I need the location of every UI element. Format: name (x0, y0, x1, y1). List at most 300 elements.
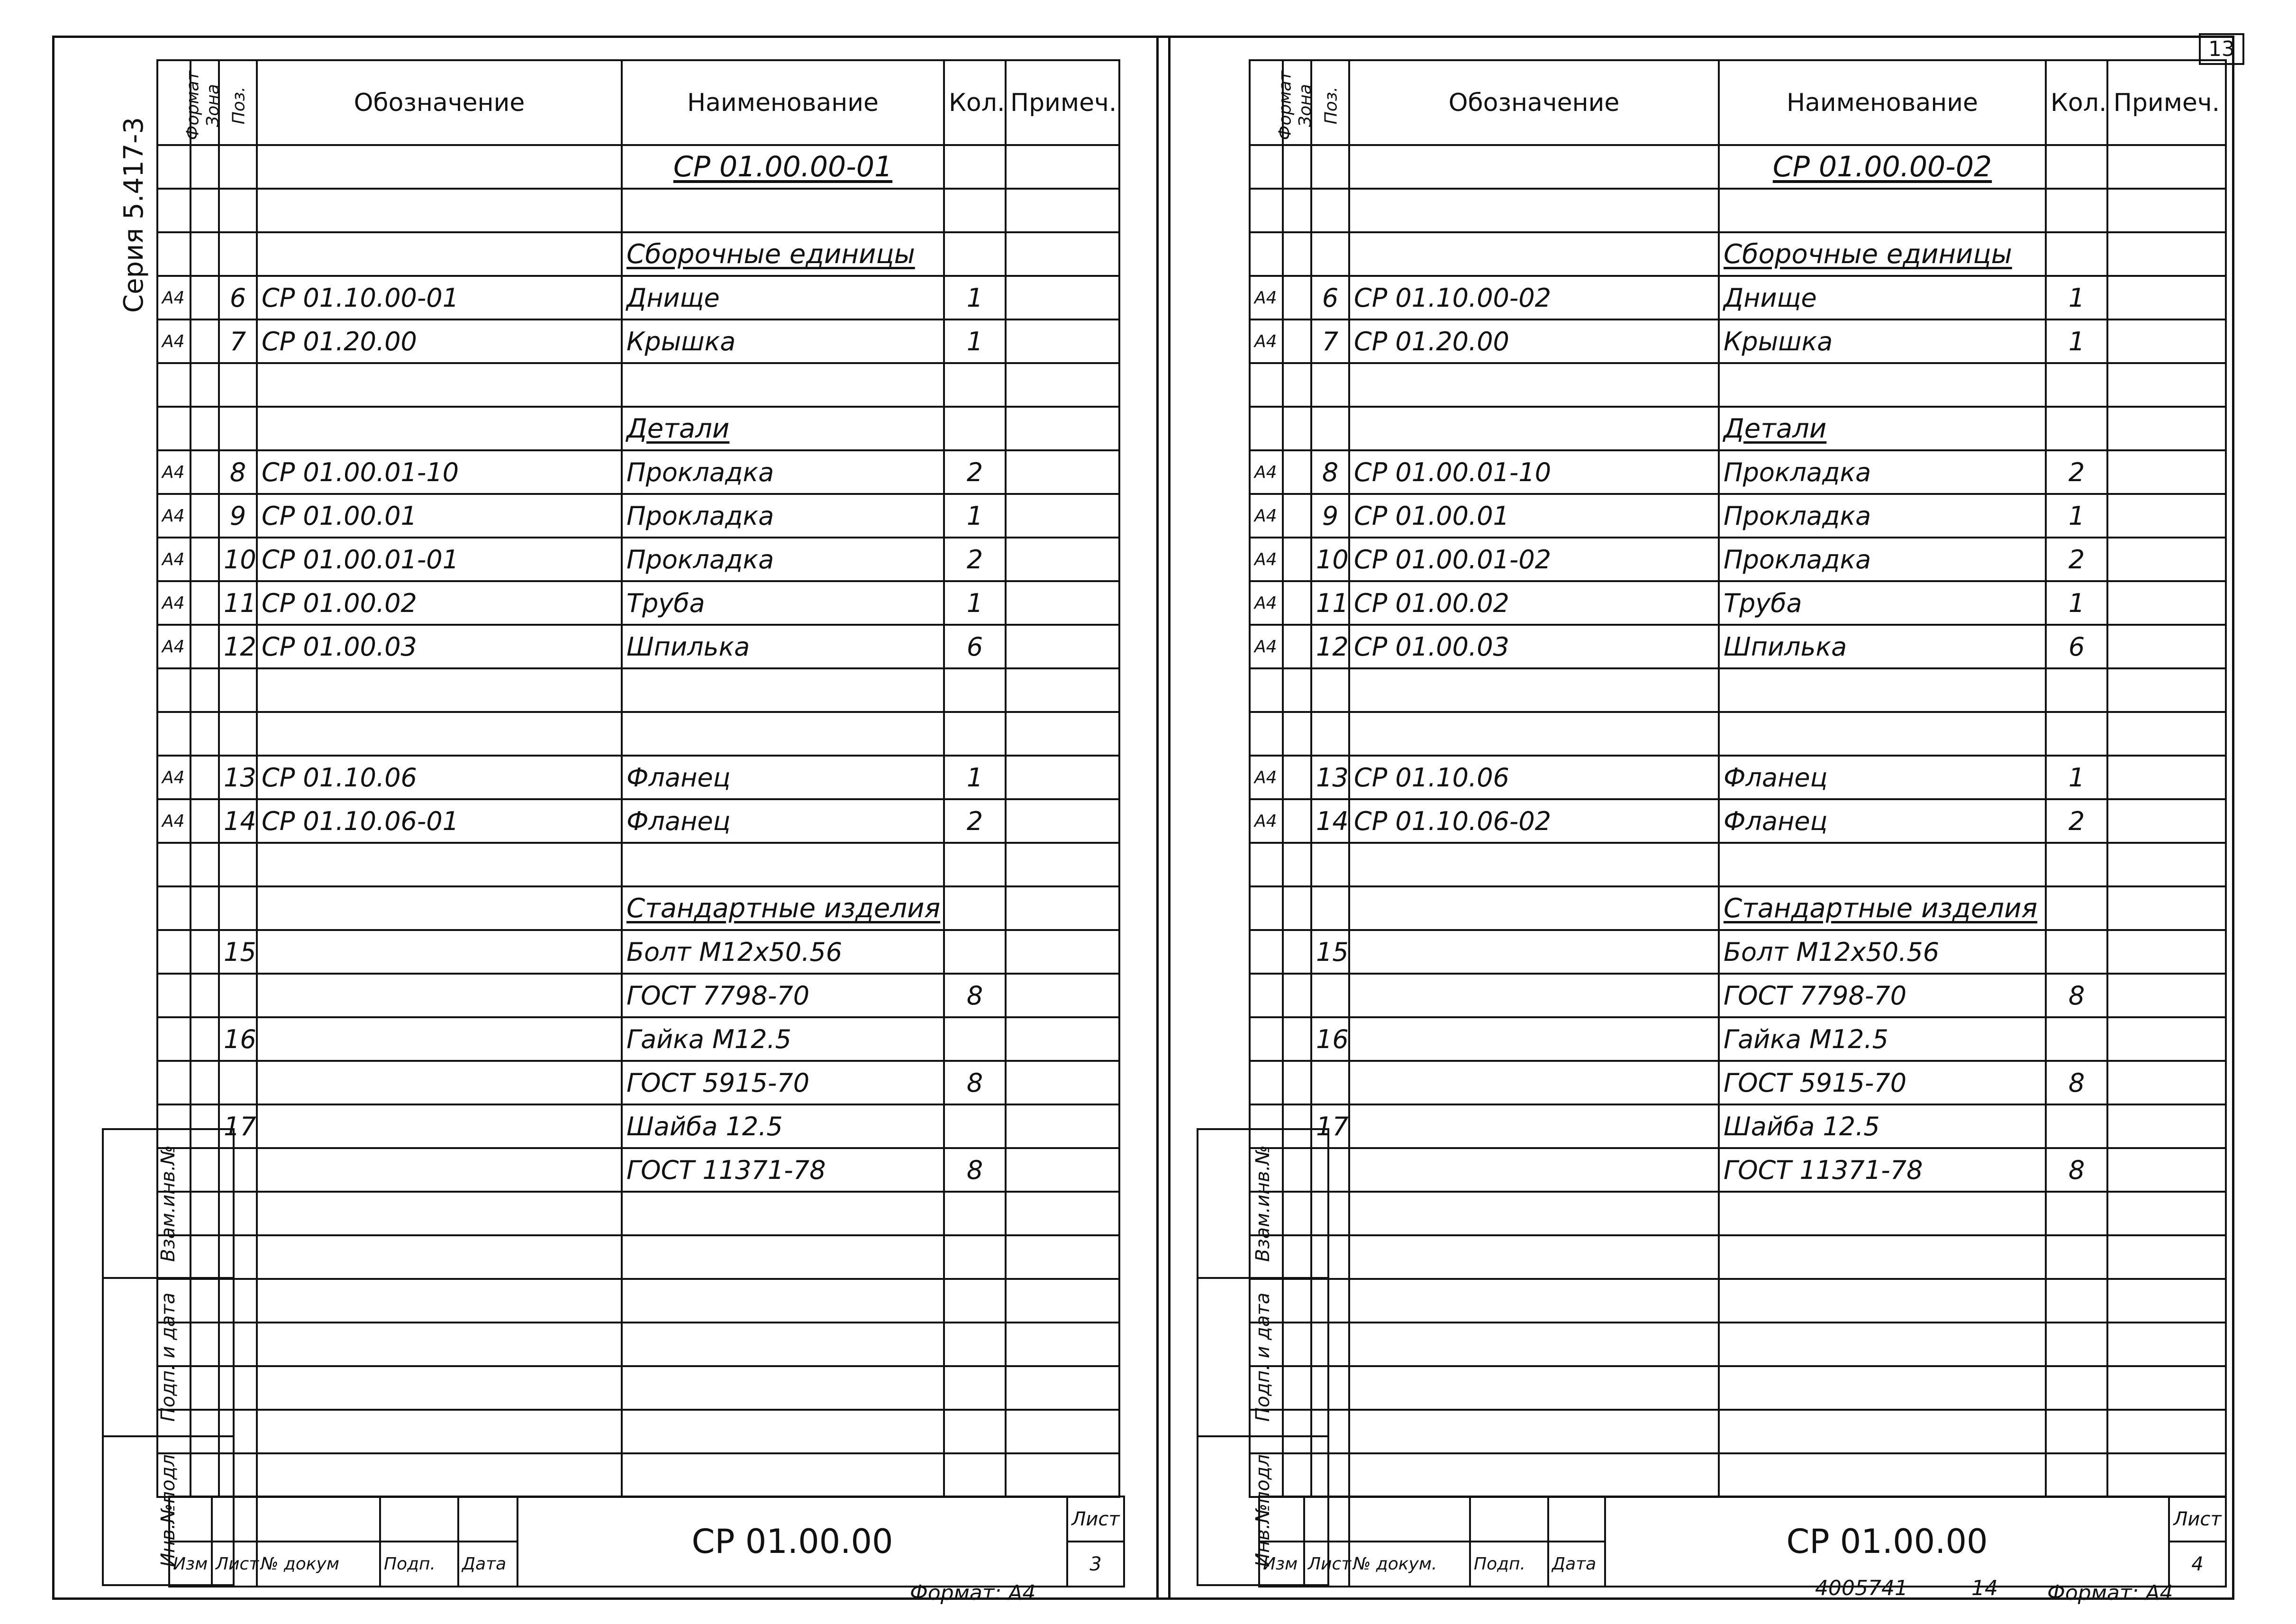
name-cell: Детали (1719, 407, 2046, 450)
header-qty: Кол. (944, 60, 1006, 145)
format-cell (1250, 930, 1283, 974)
qty-cell (2046, 1323, 2107, 1366)
qty-cell: 2 (2046, 799, 2107, 843)
designation-cell (1349, 1104, 1719, 1148)
qty-cell (2046, 1453, 2107, 1497)
designation-cell (1349, 407, 1719, 450)
pos-cell (219, 843, 257, 886)
note-cell (1006, 886, 1119, 930)
spec-row (157, 232, 1119, 276)
name-cell: Днище (1719, 276, 2046, 319)
qty-cell (2046, 930, 2107, 974)
series-label: Серия 5.417-3 (118, 117, 149, 313)
spec-row (157, 1017, 1119, 1061)
designation-cell: СР 01.10.06 (257, 756, 622, 799)
spec-row (1250, 1235, 2226, 1279)
header-format: Формат (1250, 60, 1283, 145)
pos-cell (219, 407, 257, 450)
zone-cell (1283, 799, 1311, 843)
spec-row (157, 756, 1119, 799)
spec-row (1250, 189, 2226, 232)
spec-row (1250, 1061, 2226, 1104)
pos-cell: 10 (1311, 538, 1349, 581)
note-cell (1006, 1410, 1119, 1453)
name-cell: Гайка М12.5 (1719, 1017, 2046, 1061)
name-cell: ГОСТ 7798-70 (1719, 974, 2046, 1017)
format-cell (157, 712, 191, 756)
note-cell (1006, 319, 1119, 363)
pos-cell (219, 363, 257, 407)
col-doc: № докум. (1349, 1542, 1470, 1587)
format-cell: А4 (157, 276, 191, 319)
designation-cell (1349, 1235, 1719, 1279)
qty-cell (944, 886, 1006, 930)
qty-cell: 2 (944, 538, 1006, 581)
zone-cell (191, 843, 219, 886)
doc-number: СР 01.00.00 (517, 1496, 1067, 1587)
format-cell: А4 (157, 450, 191, 494)
note-cell (2107, 974, 2226, 1017)
note-cell (2107, 1410, 2226, 1453)
name-cell (1719, 1453, 2046, 1497)
format-cell: А4 (1250, 581, 1283, 625)
spec-row (1250, 1453, 2226, 1497)
zone-cell (191, 756, 219, 799)
qty-cell: 8 (944, 1061, 1006, 1104)
spec-row (157, 843, 1119, 886)
spec-row (157, 363, 1119, 407)
qty-cell: 2 (2046, 450, 2107, 494)
qty-cell (944, 1366, 1006, 1410)
qty-cell (944, 1323, 1006, 1366)
qty-cell (944, 363, 1006, 407)
note-cell (2107, 276, 2226, 319)
zone-cell (191, 189, 219, 232)
zone-cell (1283, 886, 1311, 930)
format-cell (1250, 1061, 1283, 1104)
pos-cell (1311, 974, 1349, 1017)
designation-cell: СР 01.00.01-01 (257, 538, 622, 581)
header-zone: Зона (1283, 60, 1311, 145)
designation-cell (257, 145, 622, 189)
name-cell (622, 363, 944, 407)
col-list: Лист (212, 1542, 257, 1587)
note-cell (2107, 581, 2226, 625)
qty-cell (2046, 843, 2107, 886)
qty-cell (944, 843, 1006, 886)
pos-cell (1311, 668, 1349, 712)
format-cell: А4 (157, 319, 191, 363)
pos-cell (219, 712, 257, 756)
format-cell: А4 (157, 538, 191, 581)
note-cell (1006, 363, 1119, 407)
pos-cell: 13 (219, 756, 257, 799)
format-cell (157, 145, 191, 189)
name-cell: ГОСТ 5915-70 (622, 1061, 944, 1104)
designation-cell (1349, 1061, 1719, 1104)
qty-cell (2046, 1366, 2107, 1410)
sheet-number: 4 (2169, 1542, 2226, 1587)
qty-cell (944, 712, 1006, 756)
spec-row (157, 407, 1119, 450)
note-cell (1006, 1148, 1119, 1192)
qty-cell (2046, 1104, 2107, 1148)
name-cell: Прокладка (622, 538, 944, 581)
note-cell (1006, 843, 1119, 886)
note-cell (1006, 581, 1119, 625)
name-cell: Шпилька (1719, 625, 2046, 668)
designation-cell (257, 407, 622, 450)
spec-row (1250, 538, 2226, 581)
spec-row (157, 886, 1119, 930)
name-cell (622, 1323, 944, 1366)
zone-cell (191, 538, 219, 581)
zone-cell (1283, 1061, 1311, 1104)
designation-cell: СР 01.00.03 (257, 625, 622, 668)
header-format: Формат (157, 60, 191, 145)
pos-cell (1311, 712, 1349, 756)
name-cell (622, 1453, 944, 1497)
spec-row (157, 1192, 1119, 1235)
zone-cell (1283, 363, 1311, 407)
note-cell (1006, 1366, 1119, 1410)
header-note: Примеч. (2107, 60, 2226, 145)
name-cell: Прокладка (622, 450, 944, 494)
name-cell (1719, 1366, 2046, 1410)
qty-cell (944, 232, 1006, 276)
format-cell: А4 (157, 756, 191, 799)
zone-cell (1283, 756, 1311, 799)
designation-cell: СР 01.10.00-01 (257, 276, 622, 319)
pos-cell: 16 (219, 1017, 257, 1061)
header-zone: Зона (191, 60, 219, 145)
note-cell (1006, 1104, 1119, 1148)
qty-cell (944, 189, 1006, 232)
name-cell: ГОСТ 11371-78 (622, 1148, 944, 1192)
name-cell: Прокладка (1719, 450, 2046, 494)
zone-cell (191, 319, 219, 363)
name-cell (1719, 363, 2046, 407)
pos-cell (1311, 843, 1349, 886)
name-cell: Гайка М12.5 (622, 1017, 944, 1061)
left-title-block (168, 1496, 1125, 1588)
note-cell (2107, 668, 2226, 712)
name-cell: Шпилька (622, 625, 944, 668)
designation-cell (257, 1279, 622, 1323)
qty-cell (944, 930, 1006, 974)
spec-row (1250, 756, 2226, 799)
pos-cell (219, 189, 257, 232)
qty-cell: 1 (2046, 494, 2107, 538)
format-cell (157, 232, 191, 276)
name-cell (622, 712, 944, 756)
qty-cell (2046, 1410, 2107, 1453)
designation-cell (257, 1148, 622, 1192)
spec-row (157, 974, 1119, 1017)
qty-cell (944, 1410, 1006, 1453)
left-format-label: Формат: А4 (910, 1581, 1036, 1605)
note-cell (2107, 450, 2226, 494)
name-cell: Фланец (1719, 799, 2046, 843)
spec-row (157, 1279, 1119, 1323)
zone-cell (191, 974, 219, 1017)
note-cell (2107, 886, 2226, 930)
note-cell (1006, 668, 1119, 712)
spec-row (1250, 1323, 2226, 1366)
zone-cell (1283, 668, 1311, 712)
spec-row (1250, 1017, 2226, 1061)
designation-cell (257, 974, 622, 1017)
pos-cell (219, 232, 257, 276)
zone-cell (191, 712, 219, 756)
designation-cell (1349, 668, 1719, 712)
note-cell (2107, 145, 2226, 189)
designation-cell: СР 01.00.03 (1349, 625, 1719, 668)
format-cell (1250, 363, 1283, 407)
name-cell: ГОСТ 7798-70 (622, 974, 944, 1017)
designation-cell: СР 01.00.01 (257, 494, 622, 538)
spec-row (1250, 232, 2226, 276)
name-cell: Сборочные единицы (1719, 232, 2046, 276)
format-cell (157, 1017, 191, 1061)
qty-cell (944, 1279, 1006, 1323)
qty-cell: 2 (944, 450, 1006, 494)
spec-row (157, 1323, 1119, 1366)
name-cell (1719, 1192, 2046, 1235)
format-cell (1250, 974, 1283, 1017)
name-cell: Фланец (1719, 756, 2046, 799)
note-cell (1006, 1279, 1119, 1323)
side-inv: Инв.№подл (103, 1436, 234, 1585)
name-cell (622, 1279, 944, 1323)
archive-sheet: 14 (1971, 1576, 1998, 1600)
spec-row (1250, 1192, 2226, 1235)
pos-cell: 7 (1311, 319, 1349, 363)
format-cell: А4 (157, 799, 191, 843)
spec-row (1250, 1104, 2226, 1148)
qty-cell (2046, 1192, 2107, 1235)
header-pos: Поз. (219, 60, 257, 145)
pos-cell: 15 (1311, 930, 1349, 974)
format-cell (1250, 145, 1283, 189)
qty-cell: 2 (944, 799, 1006, 843)
note-cell (2107, 756, 2226, 799)
zone-cell (1283, 450, 1311, 494)
qty-cell: 8 (2046, 1148, 2107, 1192)
right-header-row (1250, 60, 2226, 145)
qty-cell (2046, 232, 2107, 276)
name-cell (1719, 1323, 2046, 1366)
pos-cell: 6 (1311, 276, 1349, 319)
format-cell: А4 (157, 581, 191, 625)
qty-cell: 1 (944, 756, 1006, 799)
spec-row (157, 930, 1119, 974)
header-name: Наименование (1719, 60, 2046, 145)
qty-cell: 1 (2046, 756, 2107, 799)
format-cell: А4 (1250, 319, 1283, 363)
designation-cell (257, 1366, 622, 1410)
designation-cell (1349, 1366, 1719, 1410)
spec-row (157, 1410, 1119, 1453)
qty-cell: 1 (944, 319, 1006, 363)
col-date: Дата (458, 1542, 517, 1587)
zone-cell (1283, 145, 1311, 189)
spec-row (157, 189, 1119, 232)
zone-cell (1283, 276, 1311, 319)
col-list: Лист (1304, 1542, 1349, 1587)
designation-cell: СР 01.00.01 (1349, 494, 1719, 538)
zone-cell (1283, 494, 1311, 538)
format-cell: А4 (1250, 494, 1283, 538)
format-cell: А4 (157, 625, 191, 668)
zone-cell (191, 930, 219, 974)
zone-cell (1283, 843, 1311, 886)
name-cell (1719, 843, 2046, 886)
pos-cell: 13 (1311, 756, 1349, 799)
name-cell: Прокладка (1719, 494, 2046, 538)
zone-cell (1283, 189, 1311, 232)
zone-cell (191, 450, 219, 494)
name-cell: ГОСТ 11371-78 (1719, 1148, 2046, 1192)
header-designation: Обозначение (1349, 60, 1719, 145)
name-cell (622, 1366, 944, 1410)
qty-cell (2046, 145, 2107, 189)
note-cell (1006, 1453, 1119, 1497)
right-title-block (1258, 1496, 2227, 1588)
format-cell (157, 189, 191, 232)
format-cell (157, 843, 191, 886)
qty-cell: 6 (944, 625, 1006, 668)
header-name: Наименование (622, 60, 944, 145)
note-cell (2107, 1104, 2226, 1148)
format-cell: А4 (1250, 756, 1283, 799)
spec-row (1250, 276, 2226, 319)
name-cell (622, 668, 944, 712)
zone-cell (191, 276, 219, 319)
name-cell: Прокладка (622, 494, 944, 538)
spec-row (1250, 407, 2226, 450)
qty-cell (944, 1104, 1006, 1148)
pos-cell (219, 145, 257, 189)
zone-cell (191, 668, 219, 712)
spec-row (157, 625, 1119, 668)
pos-cell (1311, 145, 1349, 189)
pos-cell: 9 (219, 494, 257, 538)
spec-row (157, 799, 1119, 843)
qty-cell (944, 145, 1006, 189)
qty-cell: 8 (944, 1148, 1006, 1192)
pos-cell (1311, 189, 1349, 232)
sheet-label: Лист (2169, 1496, 2226, 1542)
spec-row (157, 276, 1119, 319)
name-cell (1719, 712, 2046, 756)
name-cell (1719, 1410, 2046, 1453)
qty-cell: 1 (2046, 276, 2107, 319)
designation-cell (1349, 145, 1719, 189)
zone-cell (191, 232, 219, 276)
designation-cell (257, 886, 622, 930)
note-cell (1006, 145, 1119, 189)
qty-cell (944, 1453, 1006, 1497)
name-cell (622, 1192, 944, 1235)
spec-row (157, 1366, 1119, 1410)
left-spec-table (156, 59, 1120, 1498)
pos-cell: 8 (1311, 450, 1349, 494)
format-cell: А4 (1250, 538, 1283, 581)
qty-cell (2046, 668, 2107, 712)
note-cell (2107, 1017, 2226, 1061)
designation-cell (1349, 930, 1719, 974)
header-pos: Поз. (1311, 60, 1349, 145)
spec-row (157, 1148, 1119, 1192)
header-qty: Кол. (2046, 60, 2107, 145)
spec-row (1250, 145, 2226, 189)
pos-cell (1311, 232, 1349, 276)
note-cell (1006, 538, 1119, 581)
designation-cell: СР 01.20.00 (257, 319, 622, 363)
qty-cell (2046, 189, 2107, 232)
spec-row (1250, 1410, 2226, 1453)
spec-row (157, 1061, 1119, 1104)
note-cell (1006, 1061, 1119, 1104)
spec-row (1250, 1366, 2226, 1410)
designation-cell (257, 1061, 622, 1104)
side-inv: Инв.№подл (1198, 1436, 1328, 1585)
format-cell: А4 (1250, 450, 1283, 494)
pos-cell: 17 (1311, 1104, 1349, 1148)
format-cell (157, 886, 191, 930)
right-format-label: Формат: А4 (2047, 1581, 2173, 1605)
format-cell: А4 (157, 494, 191, 538)
name-cell (622, 1235, 944, 1279)
side-vzam: Взам.инв.№ (1198, 1129, 1328, 1278)
spec-row (1250, 494, 2226, 538)
designation-cell (1349, 232, 1719, 276)
zone-cell (1283, 581, 1311, 625)
qty-cell (944, 1017, 1006, 1061)
pos-cell: 14 (1311, 799, 1349, 843)
designation-cell (257, 189, 622, 232)
note-cell (2107, 1323, 2226, 1366)
zone-cell (191, 145, 219, 189)
format-cell (1250, 407, 1283, 450)
name-cell: Днище (622, 276, 944, 319)
format-cell (1250, 232, 1283, 276)
designation-cell (257, 1104, 622, 1148)
designation-cell (1349, 1410, 1719, 1453)
format-cell: А4 (1250, 276, 1283, 319)
name-cell: Фланец (622, 799, 944, 843)
format-cell (1250, 1017, 1283, 1061)
zone-cell (191, 886, 219, 930)
note-cell (2107, 930, 2226, 974)
pos-cell: 11 (1311, 581, 1349, 625)
pos-cell (1311, 1061, 1349, 1104)
note-cell (2107, 1279, 2226, 1323)
note-cell (1006, 276, 1119, 319)
qty-cell: 1 (944, 581, 1006, 625)
name-cell: СР 01.00.00-01 (622, 145, 944, 189)
designation-cell (1349, 1148, 1719, 1192)
spec-row (1250, 712, 2226, 756)
pos-cell (1311, 886, 1349, 930)
designation-cell (1349, 1453, 1719, 1497)
designation-cell (257, 1453, 622, 1497)
qty-cell: 2 (2046, 538, 2107, 581)
name-cell: Труба (1719, 581, 2046, 625)
right-spec-body (1250, 145, 2226, 1497)
format-cell (1250, 712, 1283, 756)
